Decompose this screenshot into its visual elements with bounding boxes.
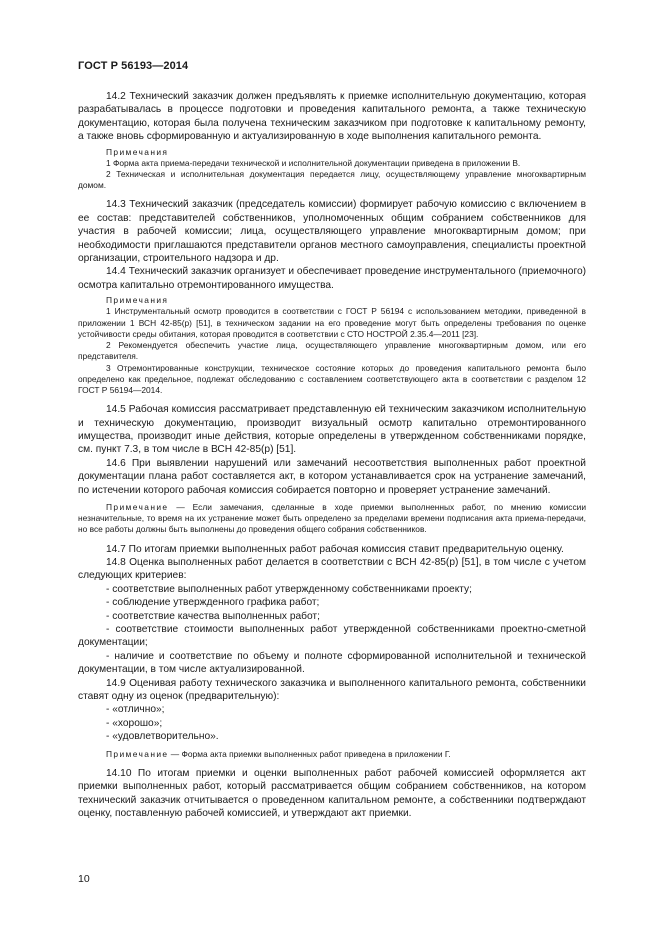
note-item: 1 Форма акта приема-передачи технической и исполнительной документации приведена в приложении В. (106, 157, 521, 168)
document-body (78, 90, 586, 820)
criteria-item: - соответствие стоимости выполненных работ утвержденной собственниками проектно-сметной документации; (78, 624, 586, 649)
note-dash: — (168, 501, 193, 512)
notes-heading: Примечания (106, 146, 169, 157)
note-dash: — (168, 748, 182, 759)
note-single (78, 502, 586, 536)
page-number: 10 (78, 873, 90, 885)
notes-heading: Примечания (106, 295, 169, 306)
note-single (78, 749, 586, 760)
standard-header: ГОСТ Р 56193—2014 (78, 60, 189, 72)
clause-14-7: 14.7 По итогам приемки выполненных работ рабочая комиссия ставит предварительную оценку. (106, 543, 564, 555)
clause-14-5: 14.5 Рабочая комиссия рассматривает представленную ей техническим заказчиком исполнительную и техническую документацию, производит визуальный осмотр капитально отремонтированного имущества, производит иные действия, которые определены в утвержденном собственниками порядке, см. пункт 7.3, в том числе в ВСН 42-85(р) [51]. (78, 404, 586, 456)
note-text: Если замечания, сделанные в ходе приемки выполненных работ, по мнению комиссии незначительные, то время на их устранение может быть определено за пределами времени подписания акта приема-передачи, но все работы должны быть выполнены до проведения общего собрания собственников. (78, 501, 586, 535)
clause-14-10: 14.10 По итогам приемки и оценки выполненных работ рабочей комиссией оформляется акт приемки выполненных работ, который рассматривается общим собранием собственников, на котором технический заказчик отчитывается о проведенном капитальном ремонте, а собственники подтверждают оценку, поставленную рабочей комиссией, и утверждают акт приемки. (78, 767, 586, 820)
clause-14-3: 14.3 Технический заказчик (председатель комиссии) формирует рабочую комиссию с включением в ее состав: представителей собственников, уполномоченных общим собранием собственников для участия в рабочей комиссии; лица, осуществляющего управление многоквартирным домом; при необходимости приглашаются представители органов местного самоуправления, специалисты проектной организации, строительного надзора и др. (78, 199, 586, 265)
clause-14-2: 14.2 Технический заказчик должен предъявлять к приемке исполнительную документацию, которая разрабатывалась в процессе подготовки и проведения капитального ремонта, а также техническую документацию, которая была получена техническим заказчиком при подготовке к капитальному ремонту, а также вновь сформированную и актуализированную в ходе выполнения капитального ремонта. (78, 91, 586, 143)
note-item: 3 Отремонтированные конструкции, техническое состояние которых до проведения капитального ремонта было определено как предельное, подлежат обследованию с составлением соответствующего акта в соответствии с разделом 12 ГОСТ Р 56194—2014. (78, 362, 586, 395)
grade-item: - «удовлетворительно». (106, 731, 219, 743)
note-label: Примечание (106, 748, 169, 759)
criteria-item: - соответствие качества выполненных работ; (106, 610, 320, 622)
clause-14-4: 14.4 Технический заказчик организует и обеспечивает проведение инструментального (приемочного) осмотра капитально отремонтированного имущества. (78, 266, 586, 291)
criteria-item: - наличие и соответствие по объему и полноте сформированной исполнительной и технической документации, в том числе актуализированной. (78, 650, 586, 676)
clause-14-8: 14.8 Оценка выполненных работ делается в соответствии с ВСН 42-85(р) [51], в том числе с учетом следующих критериев: (78, 556, 586, 582)
criteria-item: - соответствие выполненных работ утвержденному собственниками проекту; (106, 583, 472, 595)
criteria-item: - соблюдение утвержденного графика работ; (106, 597, 320, 609)
note-item: 2 Рекомендуется обеспечить участие лица, осуществляющего управление многоквартирным домом, или его представителя. (78, 340, 586, 362)
grade-item: - «хорошо»; (106, 717, 163, 729)
grade-item: - «отлично»; (106, 704, 165, 716)
clause-14-6: 14.6 При выявлении нарушений или замечаний несоответствия выполненных работ проектной документации плана работ составляется акт, в котором устанавливается срок на устранение замечаний, по истечении которого рабочая комиссия собирается повторно и проверяет устранение замечаний. (78, 457, 586, 496)
note-item: 1 Инструментальный осмотр проводится в соответствии с ГОСТ Р 56194 с использованием методики, приведенной в приложении 1 ВСН 42-85(р) [51], в техническом задании на его проведение могут быть определены требования по оценке устойчивости среды обитания, которая проводится в соответствии с СТО НОСТРОЙ 2.35.4—2011 [23]. (78, 306, 586, 339)
note-text: Форма акта приемки выполненных работ приведена в приложении Г. (181, 748, 451, 759)
note-label: Примечание (106, 501, 169, 512)
note-item: 2 Техническая и исполнительная документация передается лицу, осуществляющему управление многоквартирным домом. (78, 169, 586, 191)
clause-14-9: 14.9 Оценивая работу технического заказчика и выполненного капитального ремонта, собственники ставят одну из оценок (предварительную): (78, 677, 586, 703)
